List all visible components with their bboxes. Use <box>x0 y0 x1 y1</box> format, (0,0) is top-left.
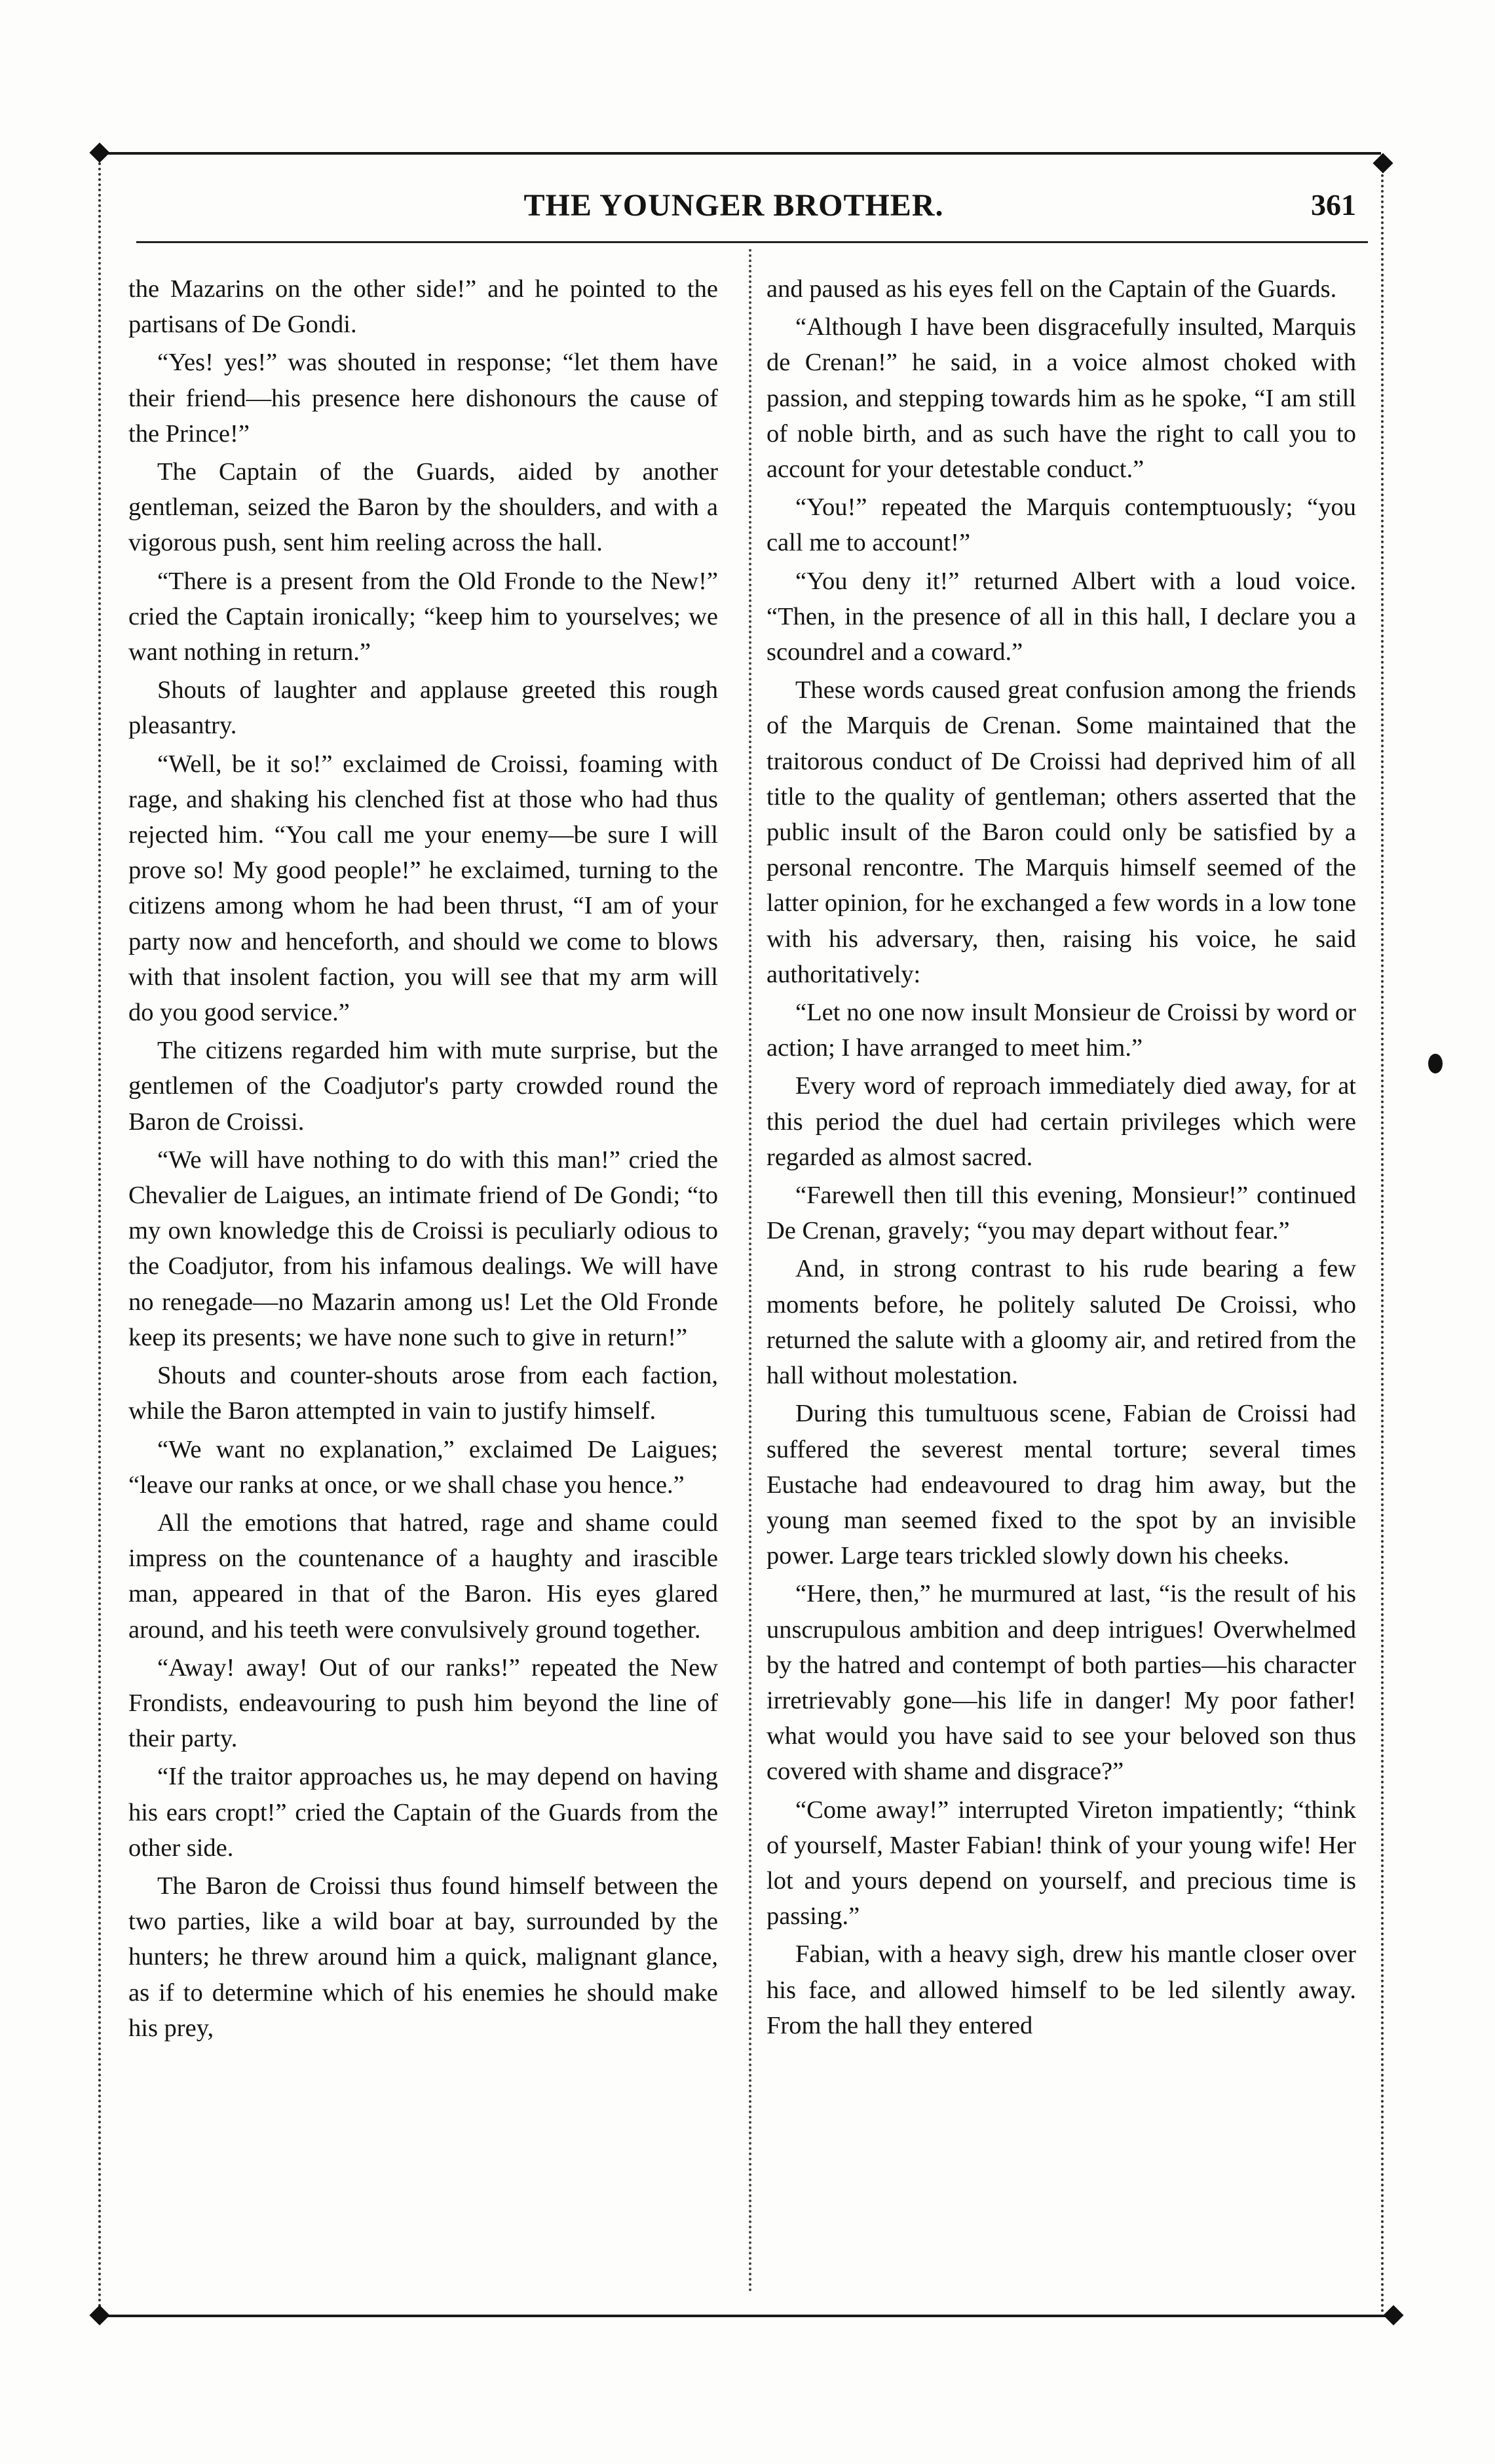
paragraph: These words caused great confusion among the friends of the Marquis de Crenan. Some maintained that the traitorous conduct of De Croissi had deprived him of all title to the quality of gentleman; others asserted that the public insult of the Baron could only be satisfied by a personal rencontre. The Marquis himself seemed of the latter opinion, for he exchanged a few words in a low tone with his adversary, then, raising his voice, he said authoritatively: <box>766 676 1356 988</box>
paragraph: “Here, then,” he murmured at last, “is the result of his unscrupulous ambition and deep intrigues! Overwhelmed by the hatred and contempt of both parties—his character irretrievably gone—his life in danger! My poor father! what would you have said to see your beloved son thus covered with shame and disgrace?” <box>766 1580 1356 1786</box>
frame-top-rule <box>98 152 1381 155</box>
paragraph: “Come away!” interrupted Vireton impatiently; “think of yourself, Master Fabian! think of your young wife! Her lot and yours depend on yourself, and precious time is passing.” <box>766 1796 1356 1931</box>
paragraph: “You deny it!” returned Albert with a loud voice. “Then, in the presence of all in this hall, I declare you a scoundrel and a coward.” <box>766 567 1356 666</box>
frame-bottom-rule <box>98 2315 1392 2317</box>
paragraph: Fabian, with a heavy sigh, drew his mantle closer over his face, and allowed himself to be led silently away. From the hall they entered <box>766 1940 1356 2039</box>
paragraph: Shouts of laughter and applause greeted this rough pleasantry. <box>128 676 718 740</box>
corner-ornament-bottom-left <box>89 2305 109 2325</box>
frame-left-border <box>98 152 101 2315</box>
running-title: THE YOUNGER BROTHER. <box>523 188 944 223</box>
paragraph: “We will have nothing to do with this man!” cried the Chevalier de Laigues, an intimate friend of De Gondi; “to my own knowledge this de Croissi is peculiarly odious to the Coadjutor, from his infamous dealings. We will have no renegade—no Mazarin among us! Let the Old Fronde keep its presents; we have none such to give in return!” <box>128 1145 718 1351</box>
paragraph: Every word of reproach immediately died away, for at this period the duel had certain privileges which were regarded as almost sacred. <box>766 1072 1356 1171</box>
paragraph: The Captain of the Guards, aided by another gentleman, seized the Baron by the shoulders, and with a vigorous push, sent him reeling across the hall. <box>128 458 718 557</box>
paragraph: and paused as his eyes fell on the Captain of the Guards. <box>766 275 1337 303</box>
paragraph: The Baron de Croissi thus found himself between the two parties, like a wild boar at bay, surrounded by the hunters; he threw around him a quick, malignant glance, as if to determine which of his enemies he should make his prey, <box>128 1872 718 2042</box>
paragraph: the Mazarins on the other side!” and he pointed to the partisans of De Gondi. <box>128 275 718 339</box>
page-number: 361 <box>1311 188 1356 221</box>
paragraph: “There is a present from the Old Fronde to the New!” cried the Captain ironically; “keep him to yourselves; we want nothing in return.” <box>128 567 718 666</box>
paragraph: And, in strong contrast to his rude bearing a few moments before, he politely saluted De Croissi, who returned the salute with a gloomy air, and retired from the hall without molestation. <box>766 1255 1356 1390</box>
paragraph: “You!” repeated the Marquis contemptuously; “you call me to account!” <box>766 493 1356 557</box>
paragraph: “If the traitor approaches us, he may depend on having his ears cropt!” cried the Captain of the Guards from the other side. <box>128 1763 718 1862</box>
corner-ornament-top-left <box>89 142 109 163</box>
paragraph: “We want no explanation,” exclaimed De Laigues; “leave our ranks at once, or we shall chase you hence.” <box>128 1435 718 1499</box>
right-column <box>766 271 1356 2303</box>
paragraph: “Farewell then till this evening, Monsieur!” continued De Crenan, gravely; “you may depart without fear.” <box>766 1182 1356 1245</box>
paragraph: “Although I have been disgracefully insulted, Marquis de Crenan!” he said, in a voice almost choked with passion, and stepping towards him as he spoke, “I am still of noble birth, and as such have the right to call you to account for your detestable conduct.” <box>766 313 1356 484</box>
paragraph: “Well, be it so!” exclaimed de Croissi, foaming with rage, and shaking his clenched fist at those who had thus rejected him. “You call me your enemy—be sure I will prove so! My good people!” he exclaimed, turning to the citizens among whom he had been thrust, “I am of your party now and henceforth, and should we come to blows with that insolent faction, you will see that my arm will do you good service.” <box>128 750 718 1027</box>
paragraph: “Let no one now insult Monsieur de Croissi by word or action; I have arranged to meet him.” <box>766 999 1356 1062</box>
header-rule <box>136 241 1368 243</box>
paragraph: All the emotions that hatred, rage and shame could impress on the countenance of a haughty and irascible man, appeared in that of the Baron. His eyes glared around, and his teeth were convulsively ground together. <box>128 1509 718 1644</box>
paragraph: The citizens regarded him with mute surprise, but the gentlemen of the Coadjutor's party crowded round the Baron de Croissi. <box>128 1037 718 1136</box>
ink-speck <box>1428 1054 1443 1073</box>
left-column <box>128 271 718 2303</box>
paragraph: “Away! away! Out of our ranks!” repeated the New Frondists, endeavouring to push him beyond the line of their party. <box>128 1653 718 1753</box>
paragraph: Shouts and counter-shouts arose from each faction, while the Baron attempted in vain to justify himself. <box>128 1362 718 1425</box>
paragraph: “Yes! yes!” was shouted in response; “let them have their friend—his presence here dishonours the cause of the Prince!” <box>128 349 718 448</box>
corner-ornament-top-right <box>1372 153 1393 173</box>
frame-right-border <box>1381 164 1384 2315</box>
column-divider <box>749 249 751 2294</box>
corner-ornament-bottom-right <box>1383 2305 1403 2325</box>
paragraph: During this tumultuous scene, Fabian de Croissi had suffered the severest mental torture; several times Eustache had endeavoured to drag him away, but the young man seemed fixed to the spot by an invisible power. Large tears trickled slowly down his cheeks. <box>766 1400 1356 1570</box>
